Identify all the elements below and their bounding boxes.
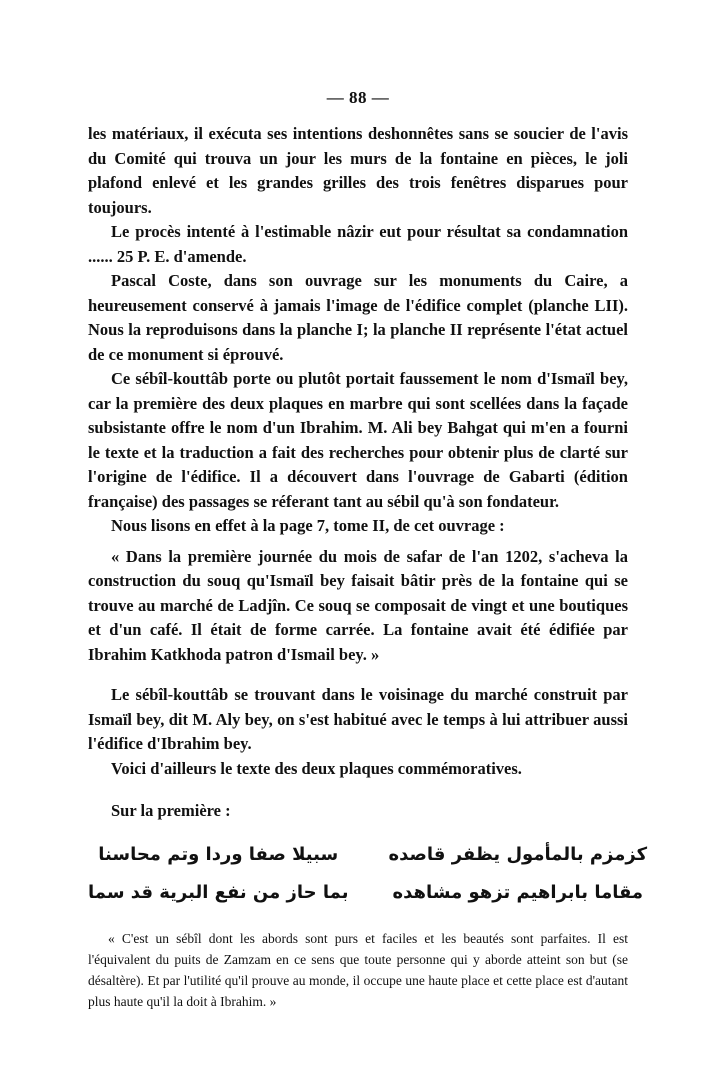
- arabic-verse-1b: كزمزم بالمأمول يظفر قاصده: [388, 843, 648, 865]
- arabic-verse-2a: بما حاز من نفع البرية قد سما: [88, 881, 349, 903]
- page-number: — 88 —: [326, 88, 390, 107]
- arabic-verse-2b: مقاما بابراهيم تزهو مشاهده: [392, 881, 644, 903]
- paragraph-1: les matériaux, il exécuta ses intentions deshonnêtes sans se soucier de l'avis du Comité qui trouva un jour les murs de la fontaine en pièces, le joli plafond enlevé et les grandes grilles des trois fenêtres disparues pour toujours.: [88, 124, 628, 217]
- gabarti-quote: « Dans la première journée du mois de safar de l'an 1202, s'acheva la construction du souq qu'Ismaïl bey faisait bâtir près de la fontaine qui se trouve au marché de Ladjîn. Ce souq se composait de vingt et une boutiques et d'un café. Il était de forme carrée. La fontaine avait été édifiée par Ibrahim Katkhoda patron d'Ismail bey. »: [88, 546, 628, 664]
- document-page: [88, 88, 648, 1012]
- sur-la-premiere-label: Sur la première :: [111, 801, 231, 820]
- paragraph-5: Nous lisons en effet à la page 7, tome II, de cet ouvrage :: [111, 516, 505, 535]
- arabic-inscription: [88, 842, 648, 906]
- paragraph-7: Voici d'ailleurs le texte des deux plaques commémoratives.: [111, 758, 522, 778]
- paragraph-6: Le sébîl-kouttâb se trouvant dans le voisinage du marché construit par Ismaïl bey, dit M. Aly bey, on s'est habitué avec le temps à lui attribuer aussi l'édifice d'Ibrahim bey.: [88, 685, 628, 753]
- arabic-verse-1a: سبيلا صفا وردا وتم محاسنا: [98, 843, 339, 865]
- inscription-translation: « C'est un sébîl dont les abords sont purs et faciles et les beautés sont parfaites. Il est l'équivalent du puits de Zamzam en ce sens que toute personne qui y aborde atteint son but (se désaltère). Et par l'utilité qu'il prouve au monde, il occupe une haute place et cette place est d'autant plus haute qu'il la doit à Ibrahim. »: [88, 930, 628, 1009]
- paragraph-3: Pascal Coste, dans son ouvrage sur les monuments du Caire, a heureusement conservé à jamais l'image de l'édifice complet (planche LII). Nous la reproduisons dans la planche I; la planche II représente l'état actuel de ce monument si éprouvé.: [88, 271, 628, 364]
- paragraph-2: Le procès intenté à l'estimable nâzir eut pour résultat sa condamnation ...... 25 P. E. d'amende.: [88, 222, 628, 266]
- paragraph-4: Ce sébîl-kouttâb porte ou plutôt portait faussement le nom d'Ismaïl bey, car la première des deux plaques en marbre qui sont scellées dans la façade subsistante offre le nom d'un Ibrahim. M. Ali bey Bahgat qui m'en a fourni le texte et la traduction a fait des recherches pour obtenir plus de clarté sur l'origine de l'édifice. Il a découvert dans l'ouvrage de Gabarti (édition française) des passages se réferant tant au sébil qu'à son fondateur.: [88, 369, 628, 511]
